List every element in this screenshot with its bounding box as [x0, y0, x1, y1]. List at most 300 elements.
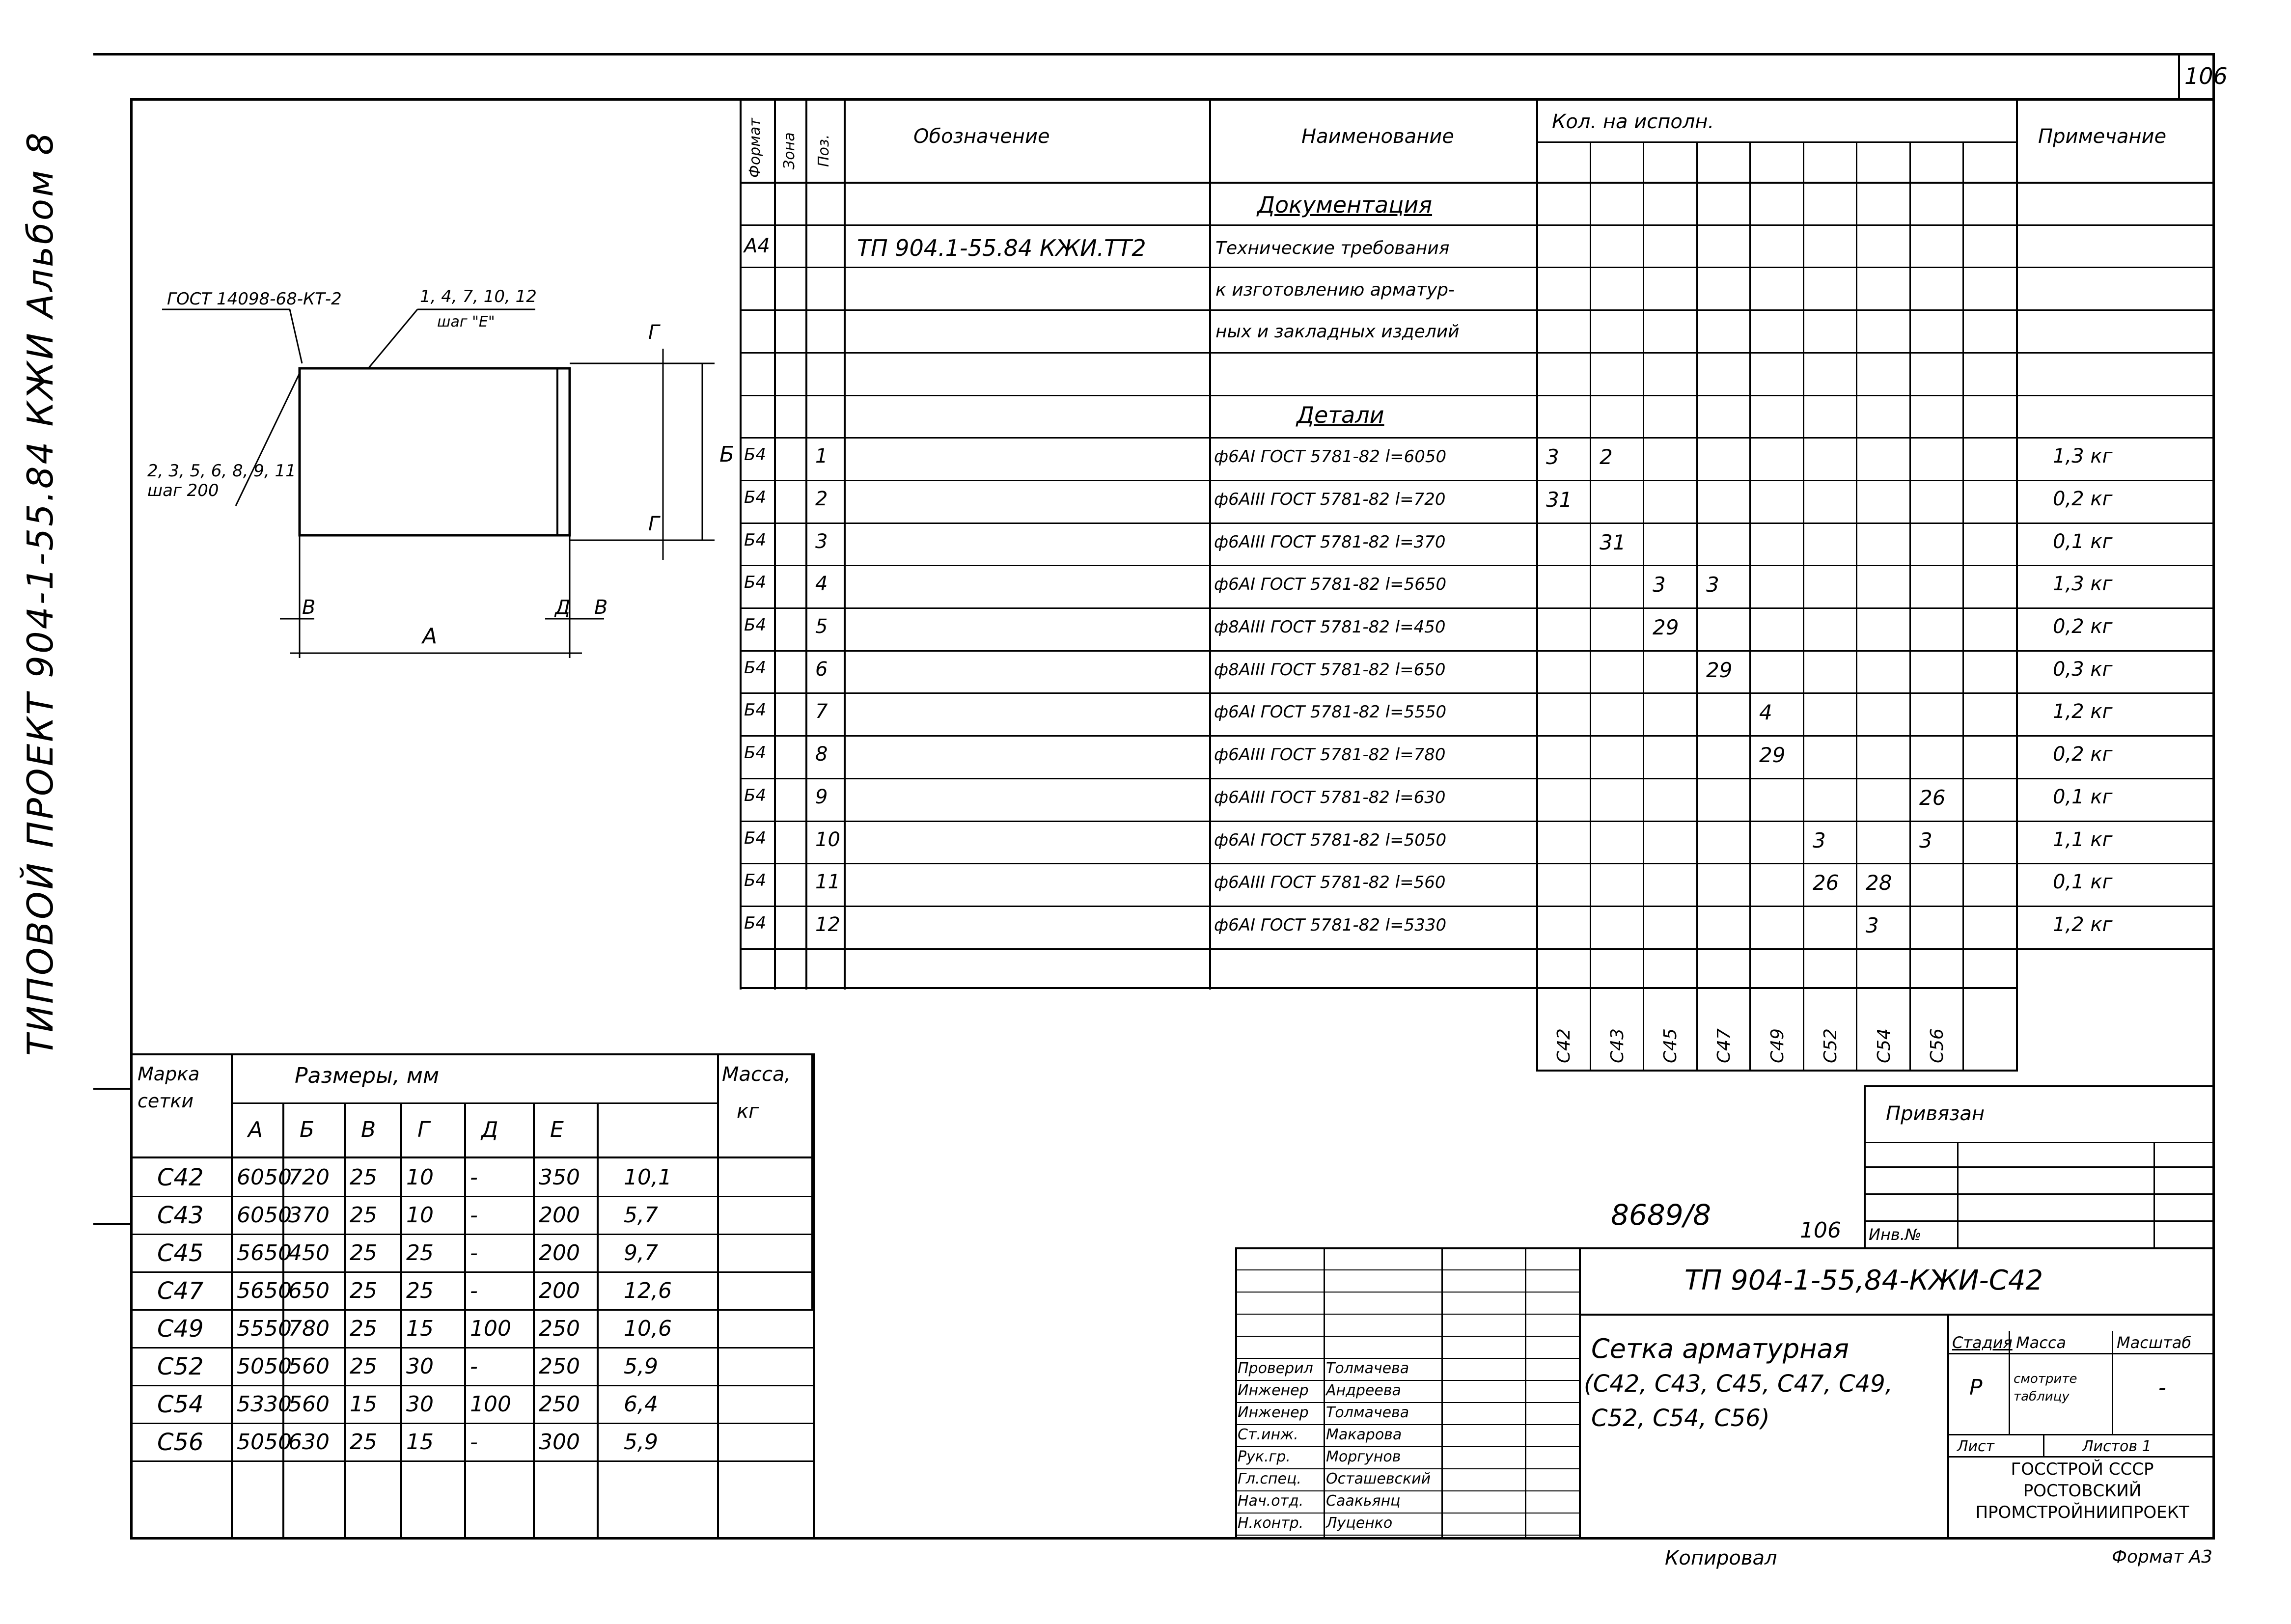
spec-bottom	[740, 987, 2018, 989]
section-details: Детали	[1297, 402, 1384, 428]
section-documentation: Документация	[1257, 192, 1433, 218]
row-format: Б4	[744, 488, 766, 507]
sizes-cell: 25	[406, 1240, 434, 1266]
sizes-cell: 5330	[237, 1392, 292, 1417]
priv-col-2	[2153, 1142, 2155, 1247]
tb-staff-name: Толмачева	[1326, 1360, 1409, 1377]
sizes-cell: 630	[288, 1430, 330, 1455]
row-format: Б4	[744, 828, 766, 848]
row-name: ф8АIII ГОСТ 5781-82 l=450	[1214, 617, 1446, 637]
spec-header-bottom	[740, 182, 2215, 184]
tb-staff-row-line	[1235, 1380, 1579, 1381]
sizes-cell: 370	[288, 1203, 330, 1228]
sizes-cell-mark: С47	[157, 1277, 204, 1305]
sizes-row-line	[130, 1234, 813, 1235]
format-label: Формат А3	[2112, 1547, 2213, 1567]
sizes-cell: 100	[470, 1316, 511, 1341]
tb-staff-name: Андреева	[1326, 1382, 1401, 1399]
sizes-cell: -	[470, 1165, 478, 1190]
variant-label: С47	[1714, 1028, 1734, 1063]
header-designation: Обозначение	[913, 125, 1050, 148]
header-qty: Кол. на исполн.	[1552, 110, 1714, 133]
row-name: ф6АIII ГОСТ 5781-82 l=720	[1214, 490, 1446, 509]
sizes-cell: 15	[350, 1392, 377, 1417]
header-zone: Зона	[781, 132, 798, 169]
sizes-cell: 5650	[237, 1278, 292, 1303]
sizes-cell-mass: 6,4	[624, 1392, 658, 1417]
sizes-cell-mass: 5,9	[624, 1430, 658, 1455]
tb-staff-row-line	[1235, 1513, 1579, 1514]
row-format: Б4	[744, 743, 766, 763]
spec-qty-col-line	[1749, 141, 1751, 1070]
tb-staff-role: Нач.отд.	[1238, 1492, 1304, 1510]
row-qty: 26	[1813, 871, 1839, 895]
sizes-header-mass-1: Масса,	[722, 1063, 791, 1086]
row-pos: 12	[815, 913, 840, 936]
sizes-row-line	[130, 1271, 813, 1273]
tb-staff-name: Саакьянц	[1326, 1492, 1401, 1510]
spec-qty-col-line	[1696, 141, 1698, 1070]
sizes-cell: 560	[288, 1392, 330, 1417]
row-format: Б4	[744, 913, 766, 933]
row-pos: 5	[815, 615, 828, 638]
sizes-cell-mark: С49	[157, 1315, 204, 1343]
tb-staff-row-line	[1235, 1468, 1579, 1469]
spec-row-line	[740, 778, 2215, 779]
sheet-number: 106	[2184, 63, 2228, 89]
row-name: ф6АI ГОСТ 5781-82 l=5650	[1214, 575, 1447, 594]
sizes-cell-mass: 5,7	[624, 1203, 658, 1228]
sizes-col-line	[344, 1102, 346, 1537]
row-note: 0,2 кг	[2053, 488, 2113, 510]
spec-row-line	[740, 948, 2215, 950]
row-note: 1,2 кг	[2053, 700, 2113, 723]
spec-qty-col-line	[1909, 141, 1911, 1070]
tb-scale-value: -	[2158, 1375, 2166, 1400]
spec-row-line	[740, 224, 2215, 226]
row-qty: 31	[1600, 530, 1626, 554]
sizes-col-header: Д	[481, 1117, 498, 1142]
sizes-cell: 10	[406, 1165, 434, 1190]
sizes-col-header: Е	[550, 1117, 564, 1142]
priv-line-2	[1864, 1166, 2215, 1168]
dim-g-label-top: Г	[648, 321, 660, 344]
sizes-sub-header-line	[231, 1102, 717, 1104]
tb-mass-label: Масса	[2016, 1333, 2067, 1352]
spec-row-line	[740, 309, 2215, 311]
tb-org-line-3: ПРОМСТРОЙНИИПРОЕКТ	[1975, 1503, 2189, 1522]
tb-scale-label: Масштаб	[2117, 1333, 2192, 1352]
sizes-col-line	[533, 1102, 535, 1537]
row-qty: 3	[1866, 913, 1879, 937]
spec-row-line	[740, 650, 2215, 652]
row-qty: 3	[1546, 445, 1559, 469]
sizes-cell: 200	[539, 1203, 580, 1228]
row-pos: 7	[815, 700, 828, 723]
row-note: 0,1 кг	[2053, 530, 2113, 553]
row-name: ф6АI ГОСТ 5781-82 l=5550	[1214, 702, 1447, 722]
sizes-cell: 250	[539, 1354, 580, 1379]
sizes-header-mark-1: Марка	[138, 1063, 200, 1085]
leader-weld	[290, 309, 302, 363]
tb-staff-col-line	[1235, 1247, 1237, 1540]
sizes-cell: 25	[350, 1203, 377, 1228]
top-border	[93, 53, 2215, 55]
tb-sheets-label: Листов 1	[2082, 1438, 2152, 1455]
row-name: ф6АIII ГОСТ 5781-82 l=560	[1214, 873, 1446, 892]
row-qty: 26	[1919, 786, 1946, 810]
row-qty: 29	[1706, 658, 1733, 682]
variant-label: С45	[1660, 1028, 1681, 1063]
spec-qty-col-line	[1856, 141, 1857, 1070]
sizes-cell: 720	[288, 1165, 330, 1190]
sizes-cell: 450	[288, 1240, 330, 1266]
header-note: Примечание	[2038, 125, 2167, 148]
row-qty: 4	[1759, 700, 1772, 724]
sizes-cell-mark: С45	[157, 1239, 204, 1267]
sizes-cell: 30	[406, 1354, 434, 1379]
tb-staff-col-line	[1441, 1247, 1443, 1540]
spec-col-format	[774, 98, 776, 990]
row-format: Б4	[744, 700, 766, 720]
row-pos: 1	[815, 445, 828, 468]
spec-row-line	[740, 735, 2215, 737]
spec-row-line	[740, 821, 2215, 822]
sizes-cell-mark: С52	[157, 1353, 204, 1380]
row-note: 1,3 кг	[2053, 445, 2113, 468]
sizes-col-header: А	[248, 1117, 263, 1142]
sizes-col-line	[130, 1053, 132, 1537]
tb-staff-row-line	[1235, 1314, 1579, 1315]
dim-v-label: В	[302, 596, 316, 619]
row-format: Б4	[744, 871, 766, 890]
number-106: 106	[1800, 1218, 1841, 1243]
row-name: ф6АIII ГОСТ 5781-82 l=780	[1214, 745, 1446, 765]
row-note: 0,2 кг	[2053, 615, 2113, 638]
row-pos: 6	[815, 658, 828, 681]
row-note: 0,1 кг	[2053, 786, 2113, 808]
tb-staff-name: Макарова	[1326, 1426, 1402, 1443]
row-name: ф6АIII ГОСТ 5781-82 l=630	[1214, 788, 1446, 807]
tb-staff-name: Луценко	[1326, 1514, 1393, 1532]
tb-staff-role: Гл.спец.	[1238, 1470, 1301, 1487]
number-8689: 8689/8	[1611, 1198, 1711, 1232]
left-step-label: шаг 200	[147, 481, 219, 500]
sizes-cell: 15	[406, 1316, 434, 1341]
tb-sheets-col	[2043, 1434, 2044, 1456]
sizes-cell-mass: 12,6	[624, 1278, 672, 1303]
top-pos-label: 1, 4, 7, 10, 12	[420, 287, 537, 306]
sizes-cell-mass: 10,1	[624, 1165, 672, 1190]
tb-staff-row-line	[1235, 1402, 1579, 1403]
spec-row-line	[740, 267, 2215, 268]
sizes-cell: 650	[288, 1278, 330, 1303]
sizes-cell: -	[470, 1240, 478, 1266]
tb-title-3: С52, С54, С56)	[1591, 1404, 1770, 1432]
row-format: Б4	[744, 658, 766, 678]
sizes-cell: 350	[539, 1165, 580, 1190]
tb-staff-row-line	[1235, 1490, 1579, 1491]
tb-staff-role: Инженер	[1238, 1382, 1309, 1399]
tb-staff-role: Ст.инж.	[1238, 1426, 1298, 1443]
tb-stage-col-2	[2112, 1331, 2113, 1434]
spec-col-desig	[1209, 98, 1211, 990]
sizes-header-mark-2: сетки	[138, 1090, 194, 1112]
variant-label: С43	[1607, 1028, 1628, 1063]
copied-label: Копировал	[1665, 1547, 1777, 1569]
tb-top	[1235, 1247, 2215, 1249]
variant-label: С52	[1821, 1028, 1841, 1063]
spec-row-line	[740, 863, 2215, 864]
tb-staff-role: Проверил	[1238, 1360, 1313, 1377]
spec-row-line	[740, 523, 2215, 524]
tb-staff-name: Толмачева	[1326, 1404, 1409, 1421]
sizes-cell: 6050	[237, 1165, 292, 1190]
spec-qty-col-line	[1962, 141, 1964, 1070]
tb-staff-row-line	[1235, 1269, 1579, 1270]
leader-left	[236, 373, 300, 506]
sizes-header-mass-2: кг	[737, 1100, 759, 1123]
leader-top	[368, 309, 417, 368]
row-qty: 28	[1866, 871, 1892, 895]
sizes-cell: 250	[539, 1316, 580, 1341]
row-format: Б4	[744, 786, 766, 805]
row-name: ф6АI ГОСТ 5781-82 l=6050	[1214, 447, 1447, 467]
sizes-row-line	[130, 1385, 813, 1386]
sizes-cell: 25	[350, 1430, 377, 1455]
inner-frame-top	[130, 98, 2215, 101]
sizes-row-line	[130, 1460, 813, 1462]
tb-stage-label: Стадия	[1952, 1333, 2013, 1352]
variant-label: С49	[1767, 1028, 1788, 1063]
spec-row-line	[740, 437, 2215, 439]
sizes-cell: 200	[539, 1278, 580, 1303]
tb-code-bottom	[1579, 1314, 2215, 1316]
tb-staff-row-line	[1235, 1336, 1579, 1337]
spec-row-line	[740, 692, 2215, 694]
sizes-cell: 5650	[237, 1240, 292, 1266]
sizes-header-sizes: Размеры, мм	[295, 1063, 440, 1088]
row-qty: 3	[1813, 828, 1826, 853]
row-name: ф6АI ГОСТ 5781-82 l=5330	[1214, 915, 1447, 935]
row-qty: 3	[1653, 573, 1666, 597]
row-format: Б4	[744, 615, 766, 635]
sizes-col-line	[400, 1102, 402, 1537]
spec-qty-col-line	[1803, 141, 1804, 1070]
sizes-col-line	[813, 1053, 815, 1537]
row-note: 1,3 кг	[2053, 573, 2113, 595]
tb-sheet-bottom	[1947, 1456, 2215, 1458]
sizes-cell-mass: 5,9	[624, 1354, 658, 1379]
sizes-cell: 780	[288, 1316, 330, 1341]
row-pos: 10	[815, 828, 840, 851]
sizes-cell: 10	[406, 1203, 434, 1228]
sizes-cell-mark: С54	[157, 1391, 204, 1418]
header-name: Наименование	[1301, 125, 1454, 148]
variant-label: С42	[1554, 1028, 1574, 1063]
sizes-cell: -	[470, 1430, 478, 1455]
row-pos: 8	[815, 743, 828, 766]
row-note: 1,1 кг	[2053, 828, 2113, 851]
tb-org-line-2: РОСТОВСКИЙ	[2023, 1481, 2142, 1501]
sizes-col-line	[231, 1053, 233, 1537]
sizes-row-line	[130, 1347, 813, 1349]
side-title: ТИПОВОЙ ПРОЕКТ 904-1-55.84 КЖИ Альбом 8	[20, 131, 61, 1056]
sizes-row-line	[130, 1196, 813, 1197]
row-qty: 29	[1759, 743, 1786, 767]
tb-org	[1952, 1459, 2212, 1523]
tb-staff-name: Моргунов	[1326, 1448, 1401, 1465]
sizes-col-header: Б	[300, 1117, 315, 1142]
sizes-cell: 25	[350, 1354, 377, 1379]
sizes-cell: -	[470, 1354, 478, 1379]
doc-name-line-1: Технические требования	[1215, 238, 1450, 258]
sizes-col-line	[597, 1102, 599, 1537]
tb-staff-role: Н.контр.	[1238, 1514, 1304, 1532]
spec-row-line	[740, 352, 2215, 354]
tb-stage-header	[1947, 1353, 2215, 1354]
spec-col-pos	[844, 98, 846, 990]
sizes-cell: 25	[406, 1278, 434, 1303]
top-step-label: шаг "Е"	[437, 313, 495, 330]
sizes-cell: 5050	[237, 1430, 292, 1455]
variant-label: С56	[1927, 1028, 1947, 1063]
sizes-col-line	[717, 1053, 719, 1537]
dim-v-label-right: В	[594, 596, 608, 619]
variant-label: С54	[1874, 1028, 1894, 1063]
spec-col-name	[1536, 98, 1538, 1071]
priv-line-4	[1864, 1220, 2215, 1222]
priv-col-1	[1957, 1142, 1959, 1247]
sizes-row-line	[130, 1423, 813, 1424]
sizes-cell: 300	[539, 1430, 580, 1455]
left-pos-label: 2, 3, 5, 6, 8, 9, 11	[147, 461, 296, 481]
spec-qty-col-line	[1643, 141, 1644, 1070]
row-note: 0,3 кг	[2053, 658, 2113, 681]
row-pos: 9	[815, 786, 828, 808]
dim-g-label-bottom: Г	[648, 513, 660, 535]
sizes-cell: 15	[406, 1430, 434, 1455]
sizes-cell-mass: 10,6	[624, 1316, 672, 1341]
dim-d-label: Д	[555, 596, 571, 619]
priv-line-3	[1864, 1193, 2215, 1195]
sizes-row-line	[130, 1309, 813, 1311]
tb-mass-value: смотрите таблицу	[2014, 1372, 2077, 1404]
priv-top	[1864, 1085, 2215, 1087]
sizes-cell-mass: 9,7	[624, 1240, 658, 1266]
row-qty: 2	[1600, 445, 1613, 469]
row-note: 0,2 кг	[2053, 743, 2113, 766]
tb-staff-role: Инженер	[1238, 1404, 1309, 1421]
row-format: Б4	[744, 573, 766, 592]
spec-row-line	[740, 906, 2215, 907]
inner-frame-right	[2212, 53, 2215, 1540]
row-pos: 11	[815, 871, 840, 893]
row-name: ф6АIII ГОСТ 5781-82 l=370	[1214, 532, 1446, 552]
tb-code: ТП 904-1-55,84-КЖИ-С42	[1684, 1265, 2043, 1296]
tb-staff-col-line	[1525, 1247, 1526, 1540]
doc-format: А4	[744, 235, 770, 257]
tb-staff-col-line	[1579, 1247, 1580, 1540]
row-format: Б4	[744, 445, 766, 465]
sizes-col-header: В	[361, 1117, 376, 1142]
tb-staff-name: Осташевский	[1326, 1470, 1431, 1487]
tb-stage-bottom	[1947, 1434, 2215, 1435]
tb-staff-row-line	[1235, 1446, 1579, 1447]
tb-stage-value: Р	[1969, 1375, 1983, 1400]
row-qty: 3	[1919, 828, 1932, 853]
inner-frame-bottom	[130, 1537, 2215, 1540]
spec-row-line	[740, 395, 2215, 396]
spec-row-line	[740, 607, 2215, 609]
sizes-cell: 25	[350, 1278, 377, 1303]
tb-staff-row-line	[1235, 1424, 1579, 1425]
sizes-cell: 5050	[237, 1354, 292, 1379]
tb-org-col	[1947, 1314, 1949, 1540]
header-pos: Поз.	[815, 134, 832, 167]
row-pos: 3	[815, 530, 828, 553]
sizes-cell: 6050	[237, 1203, 292, 1228]
row-name: ф8АIII ГОСТ 5781-82 l=650	[1214, 660, 1446, 680]
sizes-cell: 560	[288, 1354, 330, 1379]
spec-col-qty-end	[2016, 98, 2018, 1071]
doc-name-line-3: ных и закладных изделий	[1215, 322, 1460, 342]
inv-no-label: Инв.№	[1869, 1225, 1922, 1244]
sizes-cell: 25	[350, 1316, 377, 1341]
spec-qty-subline	[1536, 141, 2016, 143]
sizes-cell-mark: С56	[157, 1429, 204, 1456]
tb-staff-row-line	[1235, 1358, 1579, 1359]
tb-staff-col-line	[1324, 1247, 1325, 1540]
doc-designation: ТП 904.1-55.84 КЖИ.ТТ2	[857, 235, 1146, 261]
left-strip-divider	[93, 1088, 130, 1090]
sizes-col-line	[464, 1102, 466, 1537]
dim-a-label: А	[422, 624, 438, 649]
spec-row-line	[740, 480, 2215, 481]
row-qty: 29	[1653, 615, 1679, 639]
dim-b-label: Б	[719, 442, 735, 467]
spec-qty-col-line	[1590, 141, 1591, 1070]
tb-title-2: (С42, С43, С45, С47, С49,	[1584, 1370, 1893, 1398]
spec-col-zone	[805, 98, 807, 990]
sizes-cell: 25	[350, 1165, 377, 1190]
row-note: 0,1 кг	[2053, 871, 2113, 893]
sizes-cell: 25	[350, 1240, 377, 1266]
row-name: ф6АI ГОСТ 5781-82 l=5050	[1214, 830, 1447, 850]
row-qty: 31	[1546, 488, 1573, 512]
row-note: 1,2 кг	[2053, 913, 2113, 936]
privyazan-label: Привязан	[1886, 1102, 1985, 1125]
sizes-cell-mark: С42	[157, 1164, 204, 1191]
spec-variant-bottom	[1536, 1070, 2018, 1072]
tb-org-line-1: ГОССТРОЙ СССР	[2011, 1459, 2154, 1479]
sizes-cell-mark: С43	[157, 1202, 204, 1229]
tb-staff-row-line	[1235, 1292, 1579, 1293]
tb-staff-role: Рук.гр.	[1238, 1448, 1291, 1465]
doc-name-line-2: к изготовлению арматур-	[1215, 280, 1455, 300]
sizes-cell: -	[470, 1278, 478, 1303]
sizes-col-header: Г	[417, 1117, 430, 1142]
sizes-cell: 30	[406, 1392, 434, 1417]
sizes-cell: 200	[539, 1240, 580, 1266]
mesh-sketch	[133, 275, 746, 692]
tb-title-1: Сетка арматурная	[1591, 1333, 1849, 1364]
mesh-outline	[300, 368, 570, 535]
left-strip-divider-2	[93, 1223, 130, 1225]
row-pos: 2	[815, 488, 828, 510]
row-format: Б4	[744, 530, 766, 550]
header-format: Формат	[746, 118, 764, 178]
